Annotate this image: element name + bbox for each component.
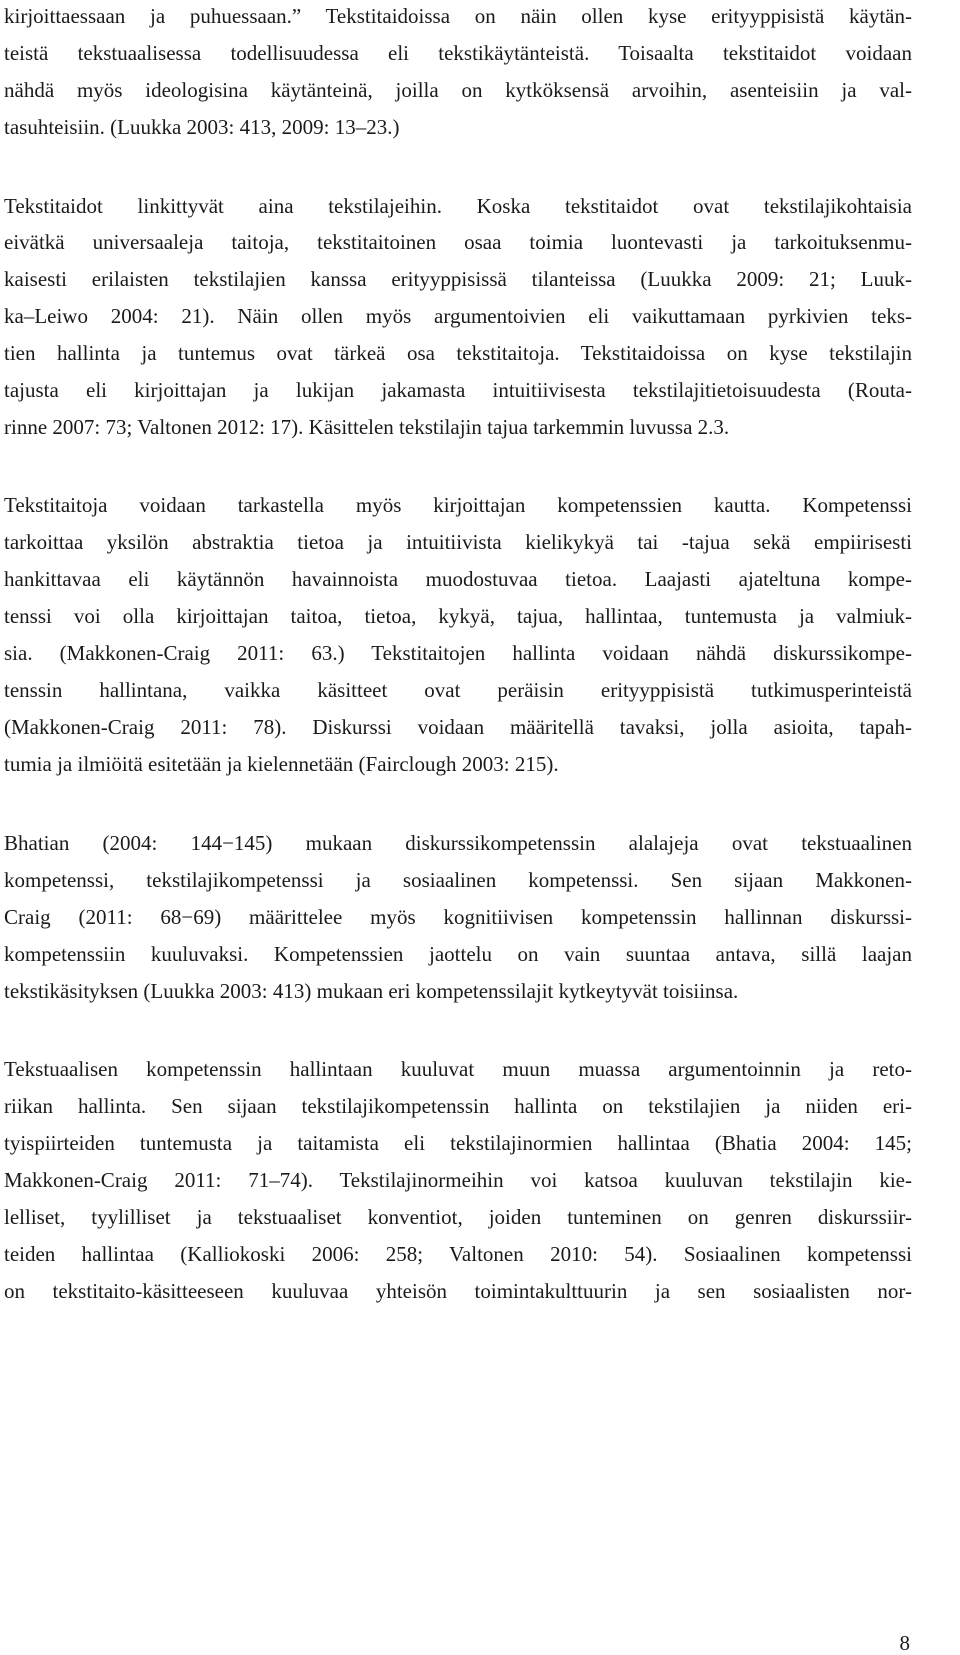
text-line: tasuhteisiin. (Luukka 2003: 413, 2009: 13–23.) [4,115,400,139]
text-line: kompetenssi, tekstilajikompetenssi ja sosiaalinen kompetenssi. Sen sijaan Makkonen- [4,868,912,892]
text-line: Makkonen-Craig 2011: 71–74). Tekstilajinormeihin voi katsoa kuuluvan tekstilajin kie- [4,1168,912,1192]
text-line: tien hallinta ja tuntemus ovat tärkeä osa tekstitaitoja. Tekstitaidoissa on kyse tekstilajin [4,341,912,365]
text-line: teistä tekstuaalisessa todellisuudessa eli tekstikäytänteistä. Toisaalta tekstitaidot voidaan [4,41,912,65]
text-line: lelliset, tyylilliset ja tekstuaaliset konventiot, joiden tunteminen on genren diskurssiir- [4,1205,912,1229]
text-line: tajusta eli kirjoittajan ja lukijan jakamasta intuitiivisesta tekstilajitietoisuudesta (Routa- [4,378,912,402]
text-line: tenssin hallintana, vaikka käsitteet ovat peräisin erityyppisistä tutkimusperinteistä [4,678,912,702]
text-line: (Makkonen-Craig 2011: 78). Diskurssi voidaan määritellä tavaksi, jolla asioita, tapah- [4,715,912,739]
text-line: Craig (2011: 68−69) määrittelee myös kognitiivisen kompetenssin hallinnan diskurssi- [4,905,912,929]
text-line: kompetenssiin kuuluvaksi. Kompetenssien jaottelu on vain suuntaa antava, sillä laajan [4,942,912,966]
text-line: on tekstitaito-käsitteeseen kuuluvaa yhteisön toimintakulttuurin ja sen sosiaalisten nor- [4,1279,912,1303]
text-line: Tekstitaidot linkittyvät aina tekstilajeihin. Koska tekstitaidot ovat tekstilajikohtaisia [4,194,912,218]
text-line: tyispiirteiden tuntemusta ja taitamista eli tekstilajinormien hallintaa (Bhatia 2004: 145; [4,1131,912,1155]
text-line: sia. (Makkonen-Craig 2011: 63.) Tekstitaitojen hallinta voidaan nähdä diskurssikompe- [4,641,912,665]
text-line: kaisesti erilaisten tekstilajien kanssa erityyppisissä tilanteissa (Luukka 2009: 21; Luuk- [4,267,912,291]
text-line: teiden hallintaa (Kalliokoski 2006: 258; Valtonen 2010: 54). Sosiaalinen kompetenssi [4,1242,912,1266]
text-line: hankittavaa eli käytännön havainnoista muodostuvaa tietoa. Laajasti ajateltuna kompe- [4,567,912,591]
text-line: eivätkä universaaleja taitoja, tekstitaitoinen osaa toimia luontevasti ja tarkoituksenmu- [4,230,912,254]
text-line: Tekstuaalisen kompetenssin hallintaan kuuluvat muun muassa argumentoinnin ja reto- [4,1057,912,1081]
text-line: tenssi voi olla kirjoittajan taitoa, tietoa, kykyä, tajua, hallintaa, tuntemusta ja valmiuk- [4,604,912,628]
text-line: tumia ja ilmiöitä esitetään ja kielennetään (Fairclough 2003: 215). [4,752,559,776]
text-line: tekstikäsityksen (Luukka 2003: 413) mukaan eri kompetenssilajit kytkeytyvät toisiinsa. [4,979,739,1003]
text-line: Tekstitaitoja voidaan tarkastella myös kirjoittajan kompetenssien kautta. Kompetenssi [4,493,912,517]
text-line: ka–Leiwo 2004: 21). Näin ollen myös argumentoivien eli vaikuttamaan pyrkivien teks- [4,304,912,328]
text-line: tarkoittaa yksilön abstraktia tietoa ja intuitiivista kielikykyä tai -tajua sekä empiirisesti [4,530,912,554]
page-number: 8 [899,1631,910,1655]
text-line: Bhatian (2004: 144−145) mukaan diskurssikompetenssin alalajeja ovat tekstuaalinen [4,831,912,855]
text-line: kirjoittaessaan ja puhuessaan.” Tekstitaidoissa on näin ollen kyse erityyppisistä käytän- [4,4,912,28]
text-line: nähdä myös ideologisina käytänteinä, joilla on kytköksensä arvoihin, asenteisiin ja val- [4,78,912,102]
text-line: riikan hallinta. Sen sijaan tekstilajikompetenssin hallinta on tekstilajien ja niiden eri- [4,1094,912,1118]
text-line: rinne 2007: 73; Valtonen 2012: 17). Käsittelen tekstilajin tajua tarkemmin luvussa 2.3. [4,415,730,439]
